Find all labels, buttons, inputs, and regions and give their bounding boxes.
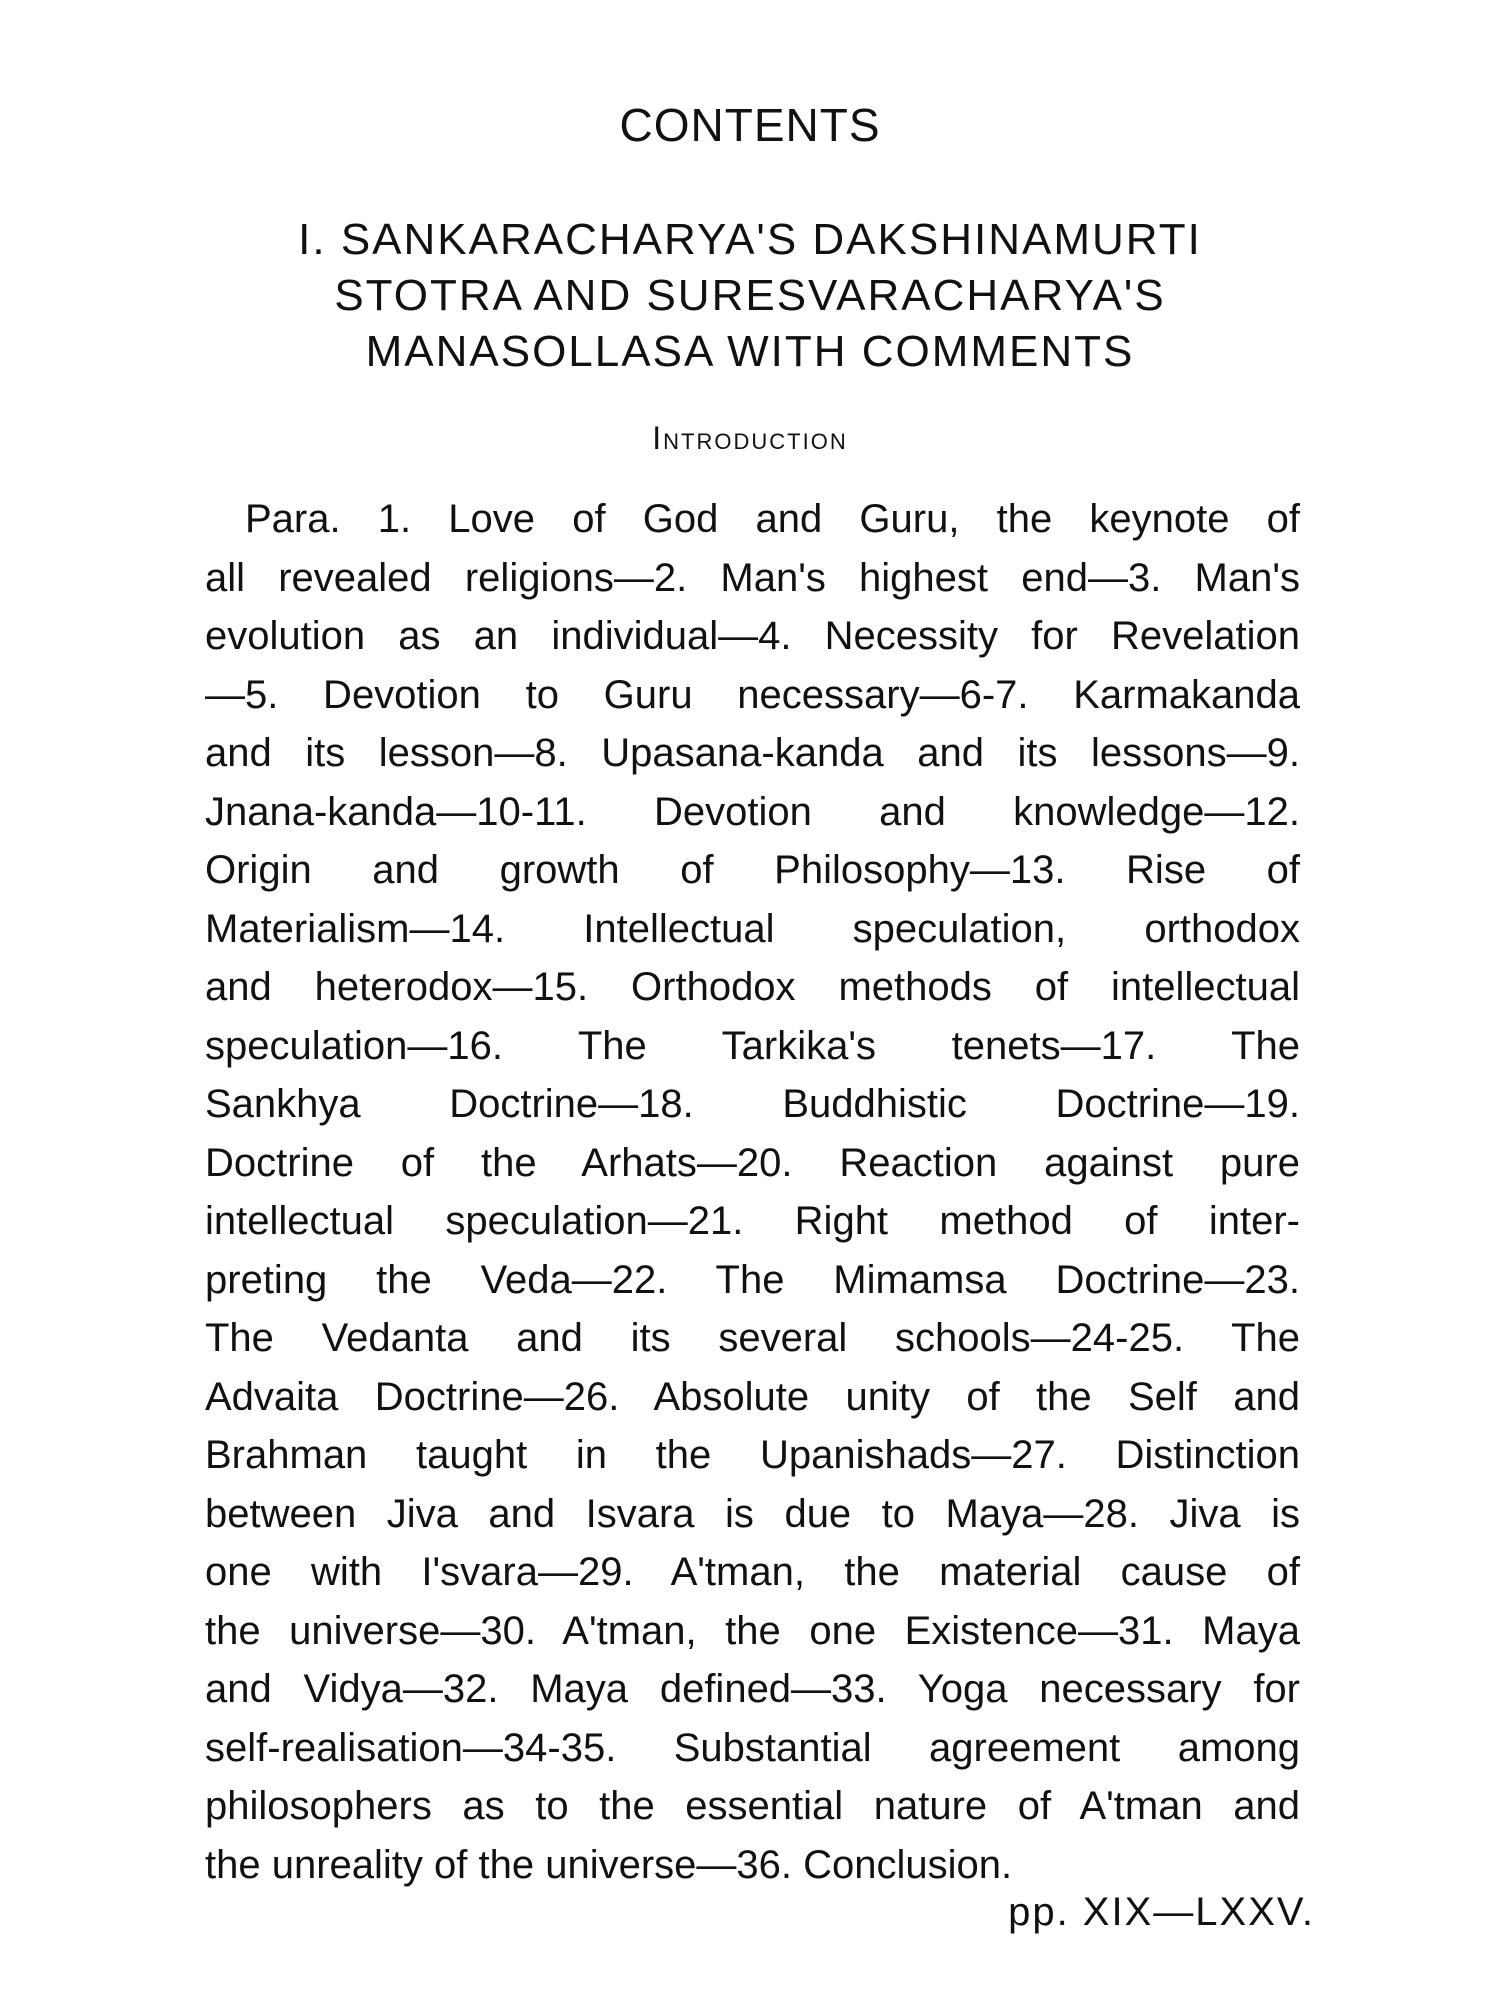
- synopsis-line: Origin and growth of Philosophy—13. Rise of: [205, 848, 1300, 892]
- synopsis-line: Para. 1. Love of God and Guru, the keynote of: [245, 497, 1300, 541]
- synopsis-line: and its lesson—8. Upasana-kanda and its lessons—9.: [205, 731, 1300, 775]
- synopsis-line: Brahman taught in the Upanishads—27. Distinction: [205, 1433, 1300, 1477]
- synopsis-line: the universe—30. A'tman, the one Existence—31. Maya: [205, 1608, 1300, 1653]
- page-range: pp. XIX—LXXV.: [1008, 1890, 1315, 1934]
- synopsis-line: speculation—16. The Tarkika's tenets—17. The: [205, 1023, 1300, 1068]
- synopsis-line: Jnana-kanda—10-11. Devotion and knowledge—12.: [205, 789, 1300, 834]
- synopsis-line: evolution as an individual—4. Necessity for Revelation: [205, 614, 1300, 658]
- contents-title: CONTENTS: [619, 99, 881, 151]
- synopsis-line: and Vidya—32. Maya defined—33. Yoga necessary for: [205, 1667, 1300, 1711]
- introduction-synopsis: [205, 490, 1300, 1894]
- synopsis-line: Advaita Doctrine—26. Absolute unity of the Self and: [205, 1374, 1300, 1419]
- synopsis-line: philosophers as to the essential nature of A'tman and: [205, 1784, 1300, 1828]
- synopsis-line: one with I'svara—29. A'tman, the material cause of: [205, 1550, 1300, 1594]
- synopsis-line: preting the Veda—22. The Mimamsa Doctrine—23.: [205, 1257, 1300, 1302]
- synopsis-line: intellectual speculation—21. Right method of inter-: [205, 1199, 1300, 1243]
- synopsis-line: the unreality of the universe—36. Conclusion.: [205, 1842, 1013, 1887]
- synopsis-line: all revealed religions—2. Man's highest end—3. Man's: [205, 555, 1300, 600]
- synopsis-line: Sankhya Doctrine—18. Buddhistic Doctrine—19.: [205, 1082, 1300, 1126]
- synopsis-line: The Vedanta and its several schools—24-25. The: [205, 1316, 1300, 1360]
- synopsis-line: between Jiva and Isvara is due to Maya—28. Jiva is: [205, 1491, 1300, 1536]
- synopsis-line: Doctrine of the Arhats—20. Reaction against pure: [205, 1140, 1300, 1185]
- section-heading-line: STOTRA AND SURESVARACHARYA'S: [334, 271, 1166, 320]
- synopsis-line: Materialism—14. Intellectual speculation, orthodox: [205, 906, 1300, 951]
- synopsis-line: —5. Devotion to Guru necessary—6-7. Karmakanda: [205, 672, 1300, 717]
- synopsis-line: self-realisation—34-35. Substantial agreement among: [205, 1725, 1300, 1770]
- introduction-heading: Introduction: [652, 420, 848, 456]
- section-heading-line: MANASOLLASA WITH COMMENTS: [365, 327, 1135, 376]
- synopsis-line: and heterodox—15. Orthodox methods of intellectual: [205, 965, 1300, 1009]
- section-heading-line: I. SANKARACHARYA'S DAKSHINAMURTI: [298, 215, 1202, 264]
- section-heading: [0, 212, 1500, 380]
